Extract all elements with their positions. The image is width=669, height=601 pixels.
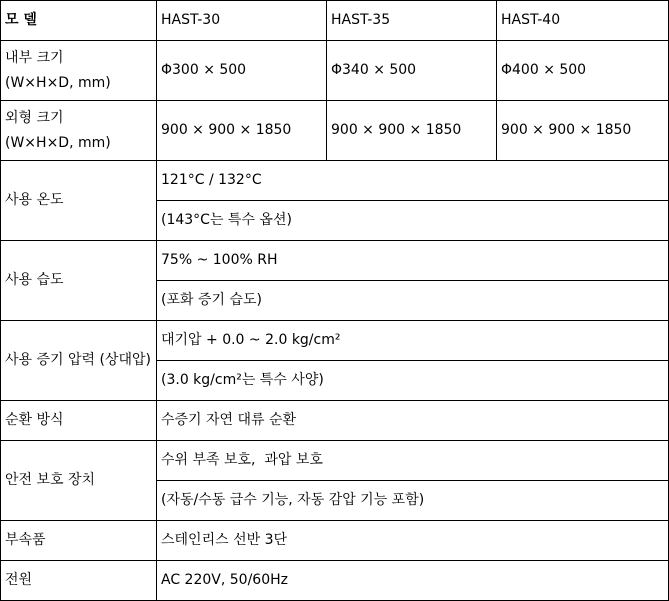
pressure-note: (3.0 kg/cm²는 특수 사양)	[157, 361, 669, 401]
pressure-row	[1, 321, 669, 361]
safety-note: (자동/수동 급수 기능, 자동 감압 기능 포함)	[157, 481, 669, 521]
internal-size-label: 내부 크기 (W×H×D, mm)	[1, 41, 157, 101]
model-header-label: 모 델	[1, 1, 157, 41]
model-hast-30: HAST-30	[157, 1, 327, 41]
temperature-note: (143°C는 특수 옵션)	[157, 201, 669, 241]
circulation-row	[1, 401, 669, 441]
external-size-hast-40: 900 × 900 × 1850	[497, 101, 669, 161]
external-size-row	[1, 101, 669, 161]
external-size-hast-30: 900 × 900 × 1850	[157, 101, 327, 161]
temperature-value: 121°C / 132°C	[157, 161, 669, 201]
power-row	[1, 561, 669, 601]
humidity-label: 사용 습도	[1, 241, 157, 321]
header-row	[1, 1, 669, 41]
circulation-value: 수증기 자연 대류 순환	[157, 401, 669, 441]
humidity-row	[1, 241, 669, 281]
internal-size-hast-30: Φ300 × 500	[157, 41, 327, 101]
pressure-value: 대기압 + 0.0 ~ 2.0 kg/cm²	[157, 321, 669, 361]
safety-row	[1, 441, 669, 481]
model-hast-35: HAST-35	[327, 1, 497, 41]
external-size-hast-35: 900 × 900 × 1850	[327, 101, 497, 161]
internal-size-hast-35: Φ340 × 500	[327, 41, 497, 101]
accessories-value: 스테인리스 선반 3단	[157, 521, 669, 561]
circulation-label: 순환 방식	[1, 401, 157, 441]
safety-label: 안전 보호 장치	[1, 441, 157, 521]
external-size-label: 외형 크기 (W×H×D, mm)	[1, 101, 157, 161]
internal-size-hast-40: Φ400 × 500	[497, 41, 669, 101]
accessories-label: 부속품	[1, 521, 157, 561]
pressure-label: 사용 증기 압력 (상대압)	[1, 321, 157, 401]
internal-size-row	[1, 41, 669, 101]
temperature-label: 사용 온도	[1, 161, 157, 241]
humidity-note: (포화 증기 습도)	[157, 281, 669, 321]
power-label: 전원	[1, 561, 157, 601]
humidity-value: 75% ~ 100% RH	[157, 241, 669, 281]
model-hast-40: HAST-40	[497, 1, 669, 41]
temperature-row	[1, 161, 669, 201]
power-value: AC 220V, 50/60Hz	[157, 561, 669, 601]
accessories-row	[1, 521, 669, 561]
safety-value: 수위 부족 보호, 과압 보호	[157, 441, 669, 481]
